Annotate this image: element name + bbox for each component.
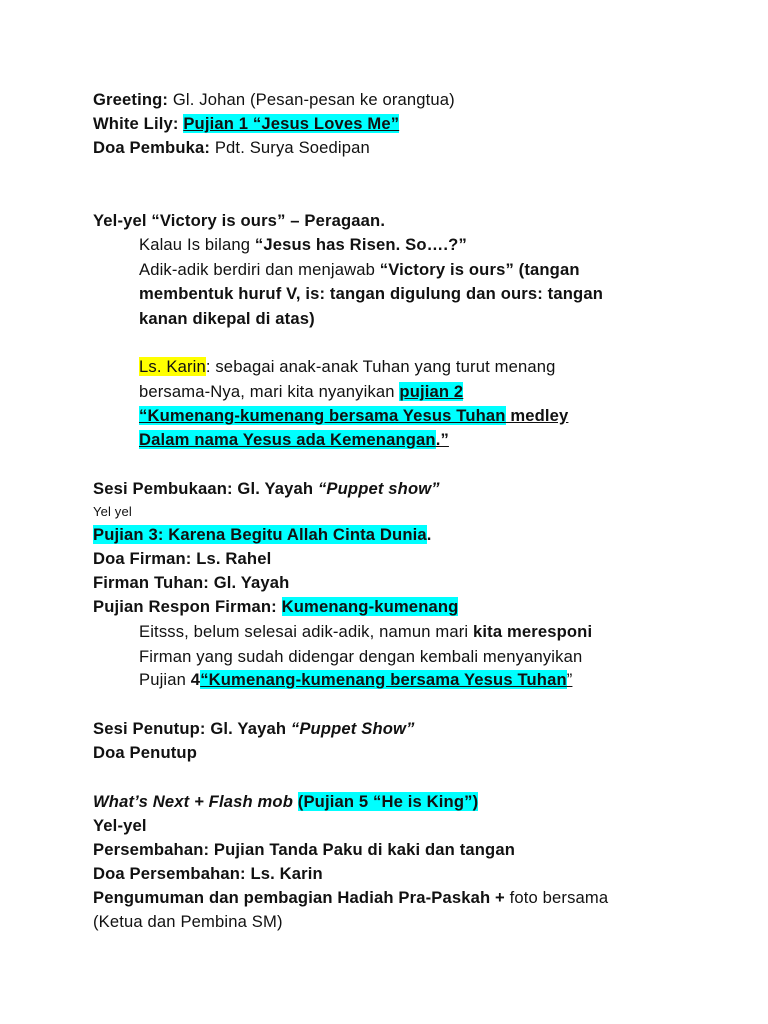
greeting-text: Gl. Johan (Pesan-pesan ke orangtua) xyxy=(168,90,455,109)
white-lily-line xyxy=(93,112,399,136)
yel-yel-heading: Yel-yel “Victory is ours” – Peragaan. xyxy=(93,211,386,230)
sesi-pembukaan-line xyxy=(93,477,440,501)
kumenang-highlight: Kumenang-kumenang xyxy=(281,597,459,616)
pujian-4-line xyxy=(139,668,572,692)
instruction-bold: “Victory is ours” (tangan xyxy=(379,260,580,279)
puppet-show-text: “Puppet show” xyxy=(317,479,440,498)
instruction-text: Adik-adik berdiri dan menjawab xyxy=(139,260,380,279)
yel-yel-instruction-4: kanan dikepal di atas) xyxy=(139,309,315,328)
sesi-penutup-line xyxy=(93,717,415,741)
doa-persembahan-line: Doa Persembahan: Ls. Karin xyxy=(93,864,323,883)
doa-firman-line: Doa Firman: Ls. Rahel xyxy=(93,549,272,568)
pujian-2-medley-highlight: Dalam nama Yesus ada Kemenangan xyxy=(139,430,436,449)
closing-quote: ” xyxy=(566,670,573,689)
pengumuman-line xyxy=(93,886,608,910)
yel-yel-small: Yel yel xyxy=(93,504,132,519)
puppet-show-text-2: “Puppet Show” xyxy=(290,719,415,738)
yel-yel-line-2: Yel-yel xyxy=(93,816,147,835)
respon-text-2: Firman yang sudah didengar dengan kembali menyanyikan xyxy=(139,647,583,666)
pujian-respon-line xyxy=(93,595,458,619)
whats-next-text: What’s Next + Flash mob xyxy=(93,792,294,811)
respon-bold: kita meresponi xyxy=(473,622,593,641)
pengumuman-bold: Pengumuman dan pembagian Hadiah Pra-Paskah + xyxy=(93,888,505,907)
medley-text: medley xyxy=(505,406,569,425)
pujian-2-intro: bersama-Nya, mari kita nyanyikan xyxy=(139,382,400,401)
pujian-2-title-2 xyxy=(139,428,449,452)
doa-penutup-line: Doa Penutup xyxy=(93,743,197,762)
pujian-1-highlight: Pujian 1 “Jesus Loves Me” xyxy=(183,114,400,133)
doa-pembuka-line xyxy=(93,136,370,160)
yel-yel-instruction-1 xyxy=(139,233,467,257)
respon-text-1 xyxy=(139,620,592,644)
whats-next-line xyxy=(93,790,478,814)
pujian-2-title-highlight: “Kumenang-kumenang bersama Yesus Tuhan xyxy=(139,406,506,425)
pujian-4-highlight: “Kumenang-kumenang bersama Yesus Tuhan xyxy=(200,670,567,689)
pujian-2-highlight: pujian 2 xyxy=(399,382,464,401)
pujian-2-line xyxy=(139,380,463,404)
ketua-line: (Ketua dan Pembina SM) xyxy=(93,912,283,931)
yel-yel-instruction-3: membentuk huruf V, is: tangan digulung dan ours: tangan xyxy=(139,284,603,303)
pujian-3-line xyxy=(93,523,432,547)
persembahan-line: Persembahan: Pujian Tanda Paku di kaki dan tangan xyxy=(93,840,515,859)
closing-quote: .” xyxy=(435,430,449,449)
pujian-4-label: Pujian xyxy=(139,670,191,689)
pujian-3-highlight: Pujian 3: Karena Begitu Allah Cinta Dunia xyxy=(93,525,427,544)
ls-karin-highlight: Ls. Karin xyxy=(139,357,206,376)
pujian-respon-label: Pujian Respon Firman: xyxy=(93,597,282,616)
sesi-pembukaan-label: Sesi Pembukaan: Gl. Yayah xyxy=(93,479,318,498)
firman-tuhan-line: Firman Tuhan: Gl. Yayah xyxy=(93,573,290,592)
instruction-text: Kalau Is bilang xyxy=(139,235,255,254)
pujian-4-number: 4 xyxy=(190,670,201,689)
greeting-label: Greeting: xyxy=(93,90,169,109)
period: . xyxy=(426,525,432,544)
pujian-5-highlight: (Pujian 5 “He is King”) xyxy=(297,792,479,811)
sesi-penutup-label: Sesi Penutup xyxy=(93,719,200,738)
doa-pembuka-text: Pdt. Surya Soedipan xyxy=(210,138,370,157)
pujian-2-title-1 xyxy=(139,404,568,428)
foto-bersama-text: foto bersama xyxy=(504,888,609,907)
ls-karin-line xyxy=(139,355,555,379)
doa-pembuka-label: Doa Pembuka: xyxy=(93,138,211,157)
respon-plain: Eitsss, belum selesai adik-adik, namun mari xyxy=(139,622,473,641)
instruction-bold: “Jesus has Risen. So….?” xyxy=(254,235,467,254)
sesi-penutup-speaker: : Gl. Yayah xyxy=(199,719,291,738)
greeting-line xyxy=(93,88,455,112)
yel-yel-instruction-2 xyxy=(139,258,580,282)
white-lily-label: White Lily: xyxy=(93,114,179,133)
ls-karin-text: : sebagai anak-anak Tuhan yang turut menang xyxy=(205,357,556,376)
